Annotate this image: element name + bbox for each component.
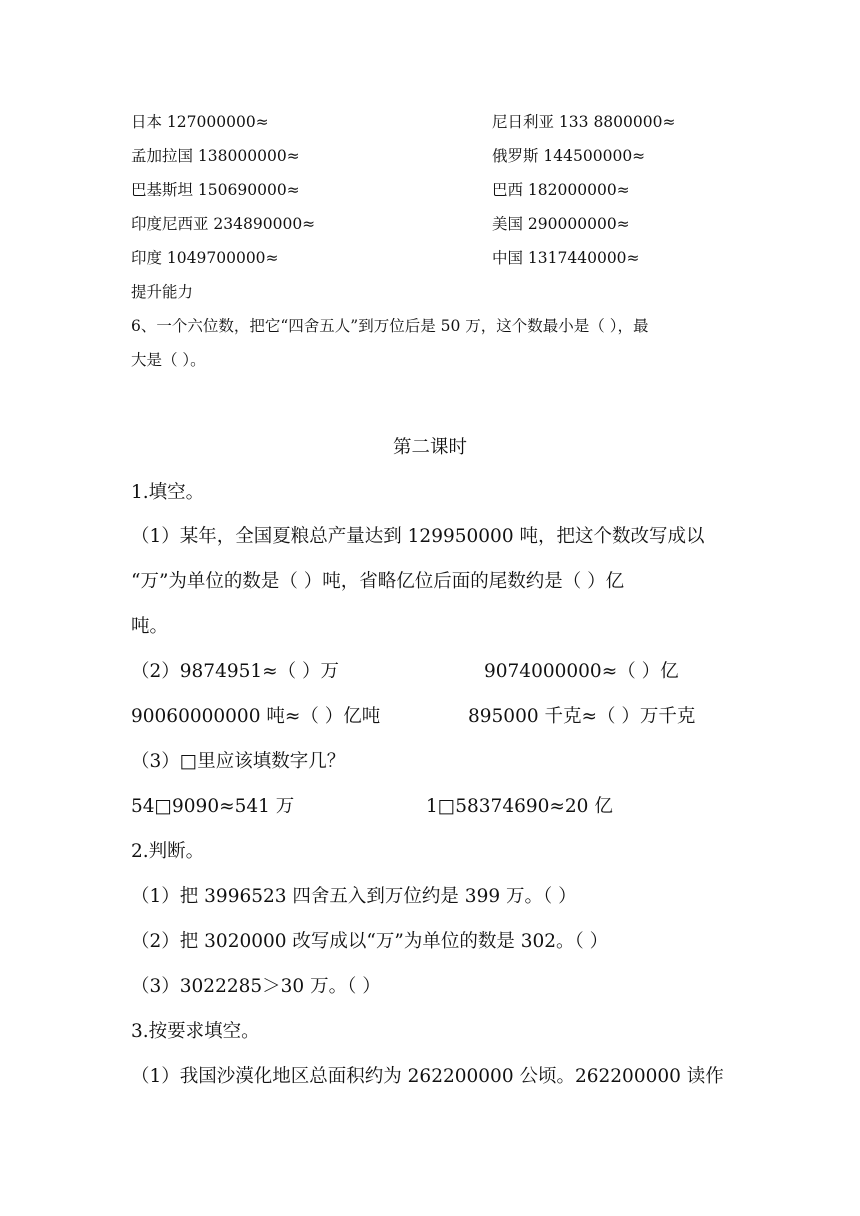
s1-q2-d: 895000 千克≈（ ）万千克: [468, 706, 696, 727]
s1-q2-b: 9074000000≈（ ）亿: [484, 661, 679, 682]
country-item: 俄罗斯 144500000≈: [492, 147, 646, 165]
s1-q1-line-2: “万”为单位的数是（ ）吨，省略亿位后面的尾数约是（ ）亿: [131, 571, 625, 592]
country-item: 印度尼西亚 234890000≈: [131, 215, 316, 233]
s1-q2-c: 90060000000 吨≈（ ）亿吨: [131, 706, 381, 727]
question-6-line-1: 6、一个六位数，把它“四舍五人”到万位后是 50 万，这个数最小是（ ），最: [131, 317, 649, 335]
section-1-heading: 1.填空。: [131, 482, 205, 503]
country-item: 尼日利亚 133 8800000≈: [492, 113, 676, 131]
section-3-heading: 3.按要求填空。: [131, 1021, 260, 1042]
country-item: 美国 290000000≈: [492, 215, 630, 233]
s1-q2-a: （2）9874951≈（ ）万: [131, 661, 340, 682]
country-item: 巴基斯坦 150690000≈: [131, 181, 300, 199]
improve-heading: 提升能力: [131, 283, 194, 301]
country-item: 中国 1317440000≈: [492, 249, 640, 267]
lesson-title: 第二课时: [392, 437, 467, 458]
s3-q1: （1）我国沙漠化地区总面积约为 262200000 公顷。262200000 读作: [131, 1066, 724, 1087]
s1-q1-line-3: 吨。: [131, 616, 169, 637]
country-item: 孟加拉国 138000000≈: [131, 147, 300, 165]
country-item: 巴西 182000000≈: [492, 181, 630, 199]
s2-q1: （1）把 3996523 四舍五入到万位约是 399 万。（ ）: [131, 886, 577, 907]
s2-q2: （2）把 3020000 改写成以“万”为单位的数是 302。（ ）: [131, 931, 609, 952]
s1-q3-b: 1□58374690≈20 亿: [426, 796, 613, 817]
section-2-heading: 2.判断。: [131, 841, 205, 862]
question-6-line-2: 大是（ ）。: [131, 351, 206, 369]
country-item: 印度 1049700000≈: [131, 249, 279, 267]
s1-q3-a: 54□9090≈541 万: [131, 796, 295, 817]
country-item: 日本 127000000≈: [131, 113, 269, 131]
s2-q3: （3）3022285＞30 万。（ ）: [131, 976, 381, 997]
s1-q1-line-1: （1）某年，全国夏粮总产量达到 129950000 吨，把这个数改写成以: [131, 526, 705, 547]
s1-q3: （3）□里应该填数字几？: [131, 751, 346, 772]
